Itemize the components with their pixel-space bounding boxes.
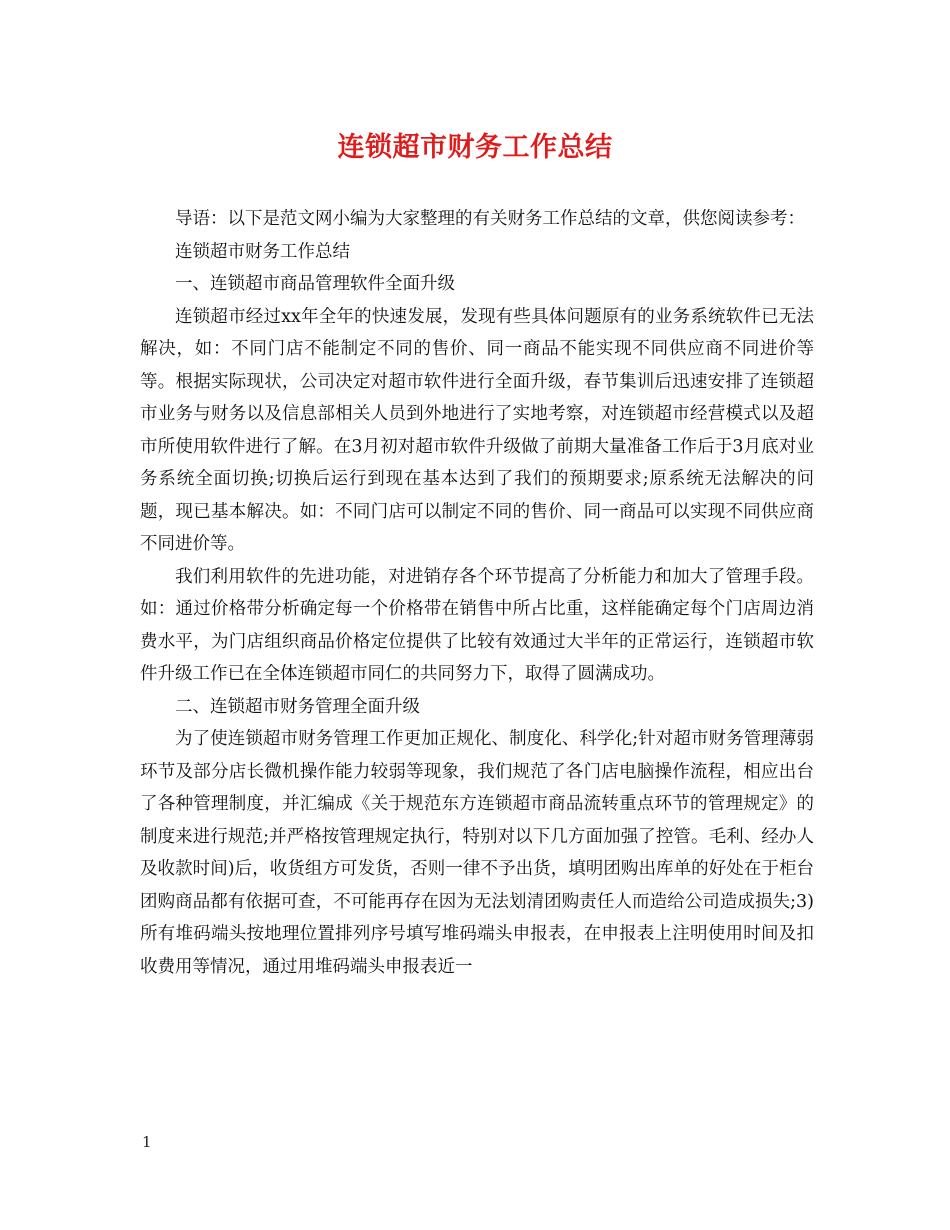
section-heading-1: 一、连锁超市商品管理软件全面升级 — [175, 274, 455, 294]
body-paragraph: 为了使连锁超市财务管理工作更加正规化、制度化、科学化;针对超市财务管理薄弱环节及部分店长微机操作能力较弱等现象，我们规范了各门店电脑操作流程，相应出台了各种管理制度，并汇编成《关于规范东方连锁超市商品流转重点环节的管理规定》的制度来进行规范;并严格按管理规定执行，特别对以下几方面加强了控管。毛利、经办人及收款时间)后，收货组方可发货，否则一律不予出货，填明团购出库单的好处在于柜台团购商品都有依据可查，不可能再存在因为无法划清团购责任人而造给公司造成损失;3)所有堆码端头按地理位置排列序号填写堆码端头申报表，在申报表上注明使用时间及扣收费用等情况，通过用堆码端头申报表近一 — [140, 729, 814, 977]
section-heading-2: 二、连锁超市财务管理全面升级 — [175, 696, 420, 717]
subtitle-paragraph: 连锁超市财务工作总结 — [175, 241, 350, 262]
document-body — [140, 203, 814, 983]
body-paragraph: 我们利用软件的先进功能，对进销存各个环节提高了分析能力和加大了管理手段。如：通过价格带分析确定每一个价格带在销售中所占比重，这样能确定每个门店周边消费水平，为门店组织商品价格定位提供了比较有效通过大半年的正常运行，连锁超市软件升级工作已在全体连锁超市同仁的共同努力下，取得了圆满成功。 — [140, 566, 814, 684]
body-paragraph: 连锁超市经过xx年全年的快速发展，发现有些具体问题原有的业务系统软件已无法解决，如：不同门店不能制定不同的售价、同一商品不能实现不同供应商不同进价等等。根据实际现状，公司决定对超市软件进行全面升级，春节集训后迅速安排了连锁超市业务与财务以及信息部相关人员到外地进行了实地考察，对连锁超市经营模式以及超市所使用软件进行了解。在3月初对超市软件升级做了前期大量准备工作后于3月底对业务系统全面切换;切换后运行到现在基本达到了我们的预期要求;原系统无法解决的问题，现已基本解决。如：不同门店可以制定不同的售价、同一商品可以实现不同供应商不同进价等。 — [140, 306, 814, 554]
page-number: 1 — [142, 1133, 152, 1151]
document-title: 连锁超市财务工作总结 — [337, 132, 613, 163]
intro-paragraph: 导语：以下是范文网小编为大家整理的有关财务工作总结的文章，供您阅读参考： — [175, 209, 805, 229]
